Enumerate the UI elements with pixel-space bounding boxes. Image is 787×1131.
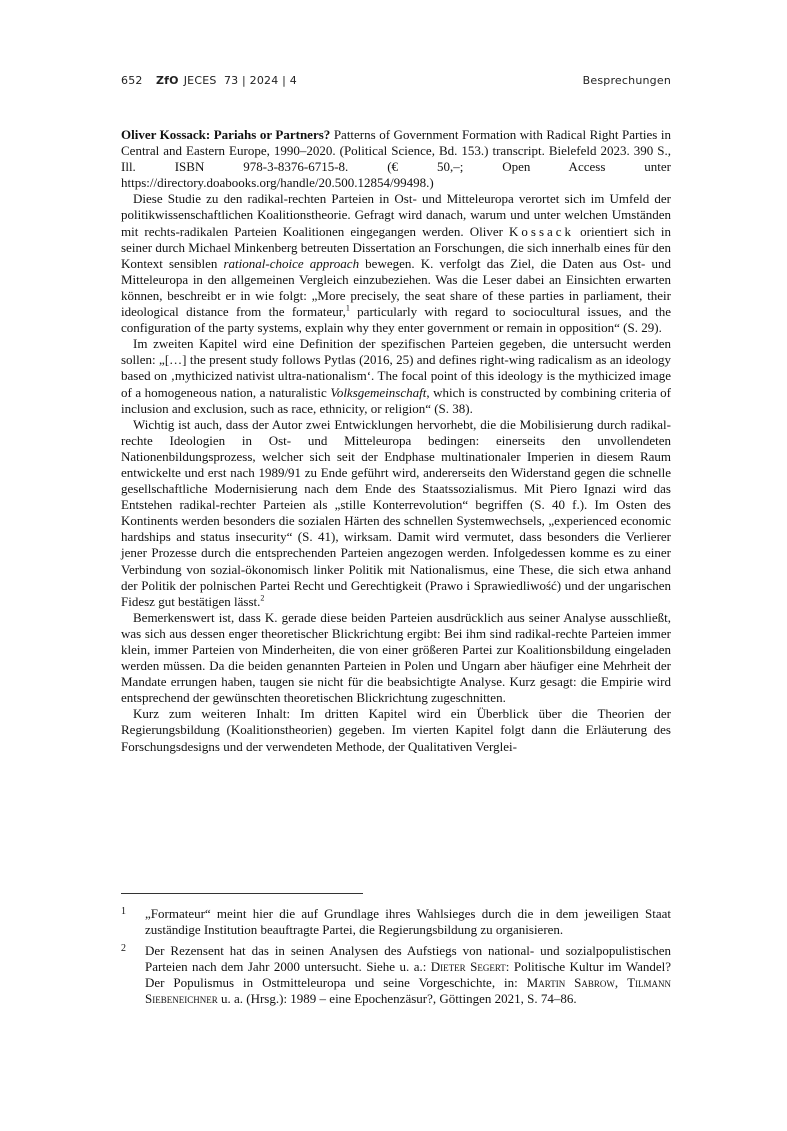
footnote-ref-2: 2 — [260, 593, 265, 603]
citation-details: Patterns of Government Formation with Radical Right Parties in Central and Eastern Europe, 1990–2020. (Political Science, Bd. 153.) transcript. Bielefeld 2023. 390 S., Ill. ISBN 978-3-8376-6715-8. (€ 50,–; Open Access unter https://directory.doabooks.org/handle/20.500.12854/99498.) — [121, 127, 671, 191]
footnote-2: 2 Der Rezensent hat das in seinen Analysen des Aufstiegs von national- und sozialpopulistischen Parteien nach dem Jahr 2000 untersucht. Siehe u. a.: Dieter Segert: Politische Kultur im Wandel? Der Populismus in Ostmitteleuropa und seine Vorgeschichte, in: Martin Sabrow, Tilmann Siebeneichner u. a. (Hrsg.): 1989 – eine Epochenzäsur?, Göttingen 2021, S. 74–86. — [121, 943, 672, 1007]
running-header — [121, 74, 671, 90]
paragraph-1: Diese Studie zu den radikal-rechten Parteien in Ost- und Mitteleuropa verortet sich im Umfeld der politikwissenschaftlichen Koalitionstheorie. Gefragt wird danach, warum und unter welchen Umständen mit rechts-radikalen Parteien Koalitionen eingegangen werden. Oliver Kossack orientiert sich in seiner durch Michael Minkenberg betreuten Dissertation an Forschungen, die sich innerhalb eines für den Kontext sensiblen rational-choice approach bewegen. K. verfolgt das Ziel, die Daten aus Ost- und Mitteleuropa in den allgemeinen Vergleich einzubeziehen. Was die Leser dabei an Einsichten erwarten können, beschreibt er in wie folgt: „More precisely, the seat share of these parties in parliament, their ideological distance from the formateur,$^1$ particularly with regard to sociocultural issues, and the configuration of the party systems, explain why they enter government or remain in opposition“ (S. 29). — [121, 191, 671, 336]
review-body — [121, 127, 671, 755]
paragraph-2: Im zweiten Kapitel wird eine Definition der spezifischen Parteien gegeben, die untersucht werden sollen: „[…] the present study follows Pytlas (2016, 25) and defines right-wing radicalism as an ideology based on ‚mythicized nativist ultra-nationalism‘. The focal point of this ideology is the mythicized image of a homogeneous nation, a naturalistic Volksgemeinschaft, which is constructed by combining criteria of inclusion and exclusion, such as race, ethnicity, or religion“ (S. 38). — [121, 336, 671, 416]
footnote-1 — [121, 906, 671, 938]
spaced-author-name: Kossack — [509, 223, 575, 239]
cited-author: Martin Sabrow — [526, 975, 615, 991]
footnote-ref-1: 1 — [345, 303, 350, 313]
journal-name: JECES — [183, 74, 217, 87]
italic-term: Volksgemeinschaft — [330, 384, 427, 400]
footnote-text: „Formateur“ meint hier die auf Grundlage ihres Wahlsieges durch die in dem jeweiligen Staat zuständige Institution beauftragte Partei, die Regierungsbildung zu organisieren. — [145, 906, 671, 938]
review-author: Oliver Kossack: — [121, 127, 211, 142]
cited-author: Tilmann Siebeneichner — [145, 975, 671, 1007]
journal-abbrev: ZfO — [156, 74, 179, 87]
review-citation — [121, 127, 671, 191]
footnotes — [121, 906, 671, 1013]
footnote-divider — [121, 893, 363, 894]
footnote-number: 2 — [121, 943, 126, 955]
section-title: Besprechungen — [582, 74, 671, 87]
review-title: Pariahs or Partners? — [213, 127, 331, 142]
page-number: 652 — [121, 74, 143, 87]
paragraph-4: Bemerkenswert ist, dass K. gerade diese beiden Parteien ausdrücklich aus seiner Analyse ausschließt, was sich aus dessen enger theoretischer Blickrichtung ergibt: Bei ihm sind radikal-rechte Parteien immer klein, immer Parteien von Minderheiten, die von einer größeren Partei zur Koalitionsbildung eingeladen werden müssen. Da die beiden genannten Parteien in Polen und Ungarn aber häufiger eine Mehrheit der Mandate errungen haben, taugen sie nicht für die beabsichtigte Analyse. Kurz gesagt: die Empirie wird entsprechend der gewünschten theoretischen Blickrichtung zugeschnitten. — [121, 609, 671, 706]
cited-author: Dieter Segert — [430, 959, 506, 975]
paragraph-3: Wichtig ist auch, dass der Autor zwei Entwicklungen hervorhebt, die die Mobilisierung durch radikal-rechte Ideologien in Ost- und Mitteleuropa bedingen: einerseits den unvollendeten Nationenbildungsprozess, welcher sich seit der Endphase multinationaler Imperien in diesem Raum entwickelte und erst nach 1989/91 zu Ende geführt wird, andererseits den Widerstand gegen die schnelle gesellschaftliche Modernisierung nach dem Ende des Staatssozialismus. Mit Piero Ignazi wird das Entstehen radikal-rechter Parteien als „stille Konterrevolution“ begriffen (S. 40 f.). Im Osten des Kontinents werden besonders die sozialen Härten des schnellen Systemwechsels, „experienced economic hardships and status insecurity“ (S. 41), wirksam. Damit wird vermutet, dass besonders die Verlierer jener Prozesse durch die entsprechenden Parteien angezogen werden. Infolgedessen komme es zu einer Verbindung von sozial-ökonomisch linker Politik mit Nationalismus, eine These, die sich etwa anhand der Politik der polnischen Partei Recht und Gerechtigkeit (Prawo i Sprawiedliwość) und der ungarischen Fidesz gut bestätigen lässt.$^2$ — [121, 416, 671, 609]
footnote-number: 1 — [121, 906, 126, 917]
journal-info — [156, 74, 297, 87]
volume-info: 73 | 2024 | 4 — [223, 74, 297, 87]
paragraph-5: Kurz zum weiteren Inhalt: Im dritten Kapitel wird ein Überblick über die Theorien der Regierungsbildung (Koalitionstheorien) gegeben. Im vierten Kapitel folgt dann die Erläuterung des Forschungsdesigns und der verwendeten Methode, der Qualitativen Verglei- — [121, 706, 671, 754]
italic-term: rational-choice approach — [223, 255, 360, 271]
